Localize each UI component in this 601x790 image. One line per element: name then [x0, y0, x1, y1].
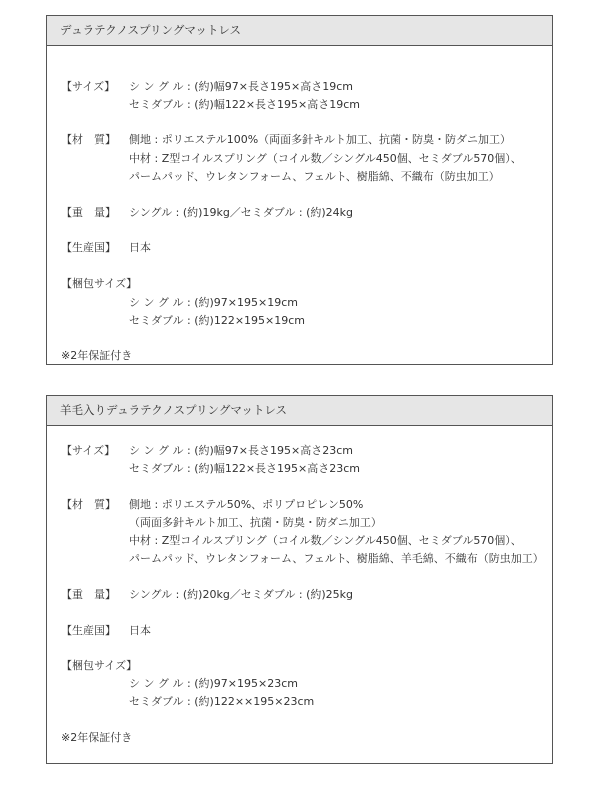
material-line: パームパッド、ウレタンフォーム、フェルト、樹脂綿、羊毛綿、不織布（防虫加工） [129, 552, 544, 565]
product-title: デュラテクノスプリングマットレス [47, 16, 552, 46]
material-line: （両面多針キルト加工、抗菌・防臭・防ダニ加工） [129, 516, 382, 529]
weight-value: シングル : (約)19kg／セミダブル : (約)24kg [129, 206, 353, 219]
weight-label: 【重 量】 [61, 588, 116, 601]
size-line: セミダブル : (約)幅122×長さ195×高さ19cm [129, 98, 361, 111]
weight-label: 【重 量】 [61, 206, 116, 219]
package-line: シ ン グ ル : (約)97×195×19cm [129, 296, 298, 309]
product-spec-card [46, 15, 553, 365]
material-line: 側地 : ポリエステル50%、ポリプロピレン50% [129, 498, 364, 511]
material-line: 側地 : ポリエステル100%（両面多針キルト加工、抗菌・防臭・防ダニ加工） [129, 133, 512, 146]
size-line: セミダブル : (約)幅122×長さ195×高さ23cm [129, 462, 361, 475]
size-line: シ ン グ ル : (約)幅97×長さ195×高さ19cm [129, 80, 353, 93]
material-line: パームパッド、ウレタンフォーム、フェルト、樹脂綿、不織布（防虫加工） [129, 170, 500, 183]
origin-label: 【生産国】 [61, 241, 116, 254]
origin-label: 【生産国】 [61, 624, 116, 637]
size-label: 【サイズ】 [61, 444, 116, 457]
origin-value: 日本 [129, 241, 151, 254]
material-label: 【材 質】 [61, 133, 116, 146]
product-spec-card [46, 395, 553, 764]
material-label: 【材 質】 [61, 498, 116, 511]
package-line: セミダブル : (約)122××195×23cm [129, 695, 315, 708]
warranty-note: ※2年保証付き [61, 349, 133, 362]
material-line: 中材 : Z型コイルスプリング（コイル数／シングル450個、セミダブル570個）、 [129, 152, 522, 165]
package-line: セミダブル : (約)122×195×19cm [129, 314, 306, 327]
package-line: シ ン グ ル : (約)97×195×23cm [129, 677, 298, 690]
material-line: 中材 : Z型コイルスプリング（コイル数／シングル450個、セミダブル570個）、 [129, 534, 522, 547]
product-title: 羊毛入りデュラテクノスプリングマットレス [47, 396, 552, 426]
origin-value: 日本 [129, 624, 151, 637]
warranty-note: ※2年保証付き [61, 731, 133, 744]
size-label: 【サイズ】 [61, 80, 116, 93]
size-line: シ ン グ ル : (約)幅97×長さ195×高さ23cm [129, 444, 353, 457]
package-label: 【梱包サイズ】 [61, 277, 138, 290]
weight-value: シングル : (約)20kg／セミダブル : (約)25kg [129, 588, 353, 601]
package-label: 【梱包サイズ】 [61, 659, 138, 672]
